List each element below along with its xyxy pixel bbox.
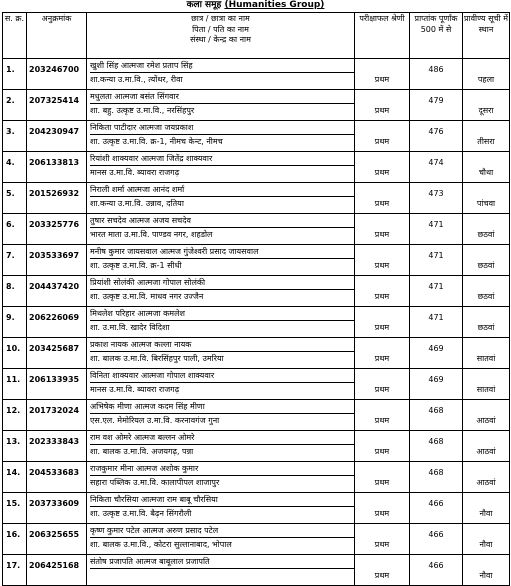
rank-cell: [463, 245, 510, 276]
division-cell: [355, 121, 410, 152]
marks-cell: 466: [410, 524, 463, 555]
division-value: प्रथम: [374, 75, 390, 84]
name-cell: [87, 152, 355, 183]
rank-cell: [463, 524, 510, 555]
school-name: शा. बालक उ.मा.वि. अजयगढ़, पन्ना: [90, 447, 194, 456]
header-name: [87, 13, 355, 59]
table-row: [3, 214, 510, 245]
rank-cell: [463, 400, 510, 431]
rank-cell: [463, 183, 510, 214]
division-value: प्रथम: [374, 323, 390, 332]
student-name: अभिषेक मीणा आत्मज कदम सिंह मीणा: [90, 400, 354, 414]
marks-cell: 476: [410, 121, 463, 152]
roll-number-cell: 206425168: [27, 555, 87, 586]
rank-value: पहला: [477, 75, 495, 84]
division-cell: [355, 59, 410, 90]
serial-cell: 11.: [3, 369, 27, 400]
header-division: परीक्षाफल श्रेणी: [355, 13, 410, 59]
school-name: सहारा पब्लिक उ.मा.वि. कालापीपल शाजापुर: [90, 478, 220, 487]
table-row: [3, 524, 510, 555]
rank-value: नौवा: [479, 540, 493, 549]
rank-cell: [463, 152, 510, 183]
rank-cell: [463, 462, 510, 493]
division-cell: [355, 276, 410, 307]
serial-cell: 17.: [3, 555, 27, 586]
name-cell: [87, 431, 355, 462]
division-cell: [355, 555, 410, 586]
division-value: प्रथम: [374, 199, 390, 208]
serial-cell: 9.: [3, 307, 27, 338]
division-cell: [355, 369, 410, 400]
serial-cell: 1.: [3, 59, 27, 90]
school-name: शा. बालक उ.मा.वि. बिरसिंहपुर पाली, उमरिया: [90, 354, 224, 363]
marks-cell: 466: [410, 493, 463, 524]
student-name: राम वश ओमरे आत्मज बल्लन ओमरे: [90, 431, 354, 445]
name-cell: [87, 493, 355, 524]
table-row: [3, 307, 510, 338]
school-name: शा. बालक उ.मा.वि., कोटरा सुल्तानाबाद, भोपाल: [90, 540, 232, 549]
table-row: [3, 245, 510, 276]
rank-cell: [463, 307, 510, 338]
rank-cell: [463, 214, 510, 245]
marks-cell: 466: [410, 555, 463, 586]
student-name: खुशी सिंह आत्मजा रमेश प्रताप सिंह: [90, 59, 354, 73]
student-name: मधुलता आत्मजा बसंत सिंगवार: [90, 90, 354, 104]
rank-value: नौवा: [479, 571, 493, 580]
header-marks: प्राप्तांक पूर्णांक 500 में से: [410, 13, 463, 59]
division-value: प्रथम: [374, 509, 390, 518]
serial-cell: 14.: [3, 462, 27, 493]
marks-cell: 468: [410, 431, 463, 462]
roll-number-cell: 204533683: [27, 462, 87, 493]
table-header-row: [3, 13, 510, 59]
student-name: प्रियांशी सोलंकी आत्मजा गोपाल सोलंकी: [90, 276, 354, 290]
name-cell: [87, 400, 355, 431]
rank-value: तीसरा: [477, 137, 495, 146]
rank-cell: [463, 121, 510, 152]
rank-cell: [463, 369, 510, 400]
rank-value: नौवा: [479, 509, 493, 518]
table-body: [3, 59, 510, 586]
division-value: प्रथम: [374, 354, 390, 363]
header-roll-number: अनुक्रमांक: [27, 13, 87, 59]
student-name: रियांशी शाक्यवार आत्मजा जितेंद्र शाक्यवार: [90, 152, 354, 166]
division-value: प्रथम: [374, 168, 390, 177]
name-cell: [87, 338, 355, 369]
table-row: [3, 493, 510, 524]
serial-cell: 4.: [3, 152, 27, 183]
marks-cell: 471: [410, 276, 463, 307]
name-cell: [87, 183, 355, 214]
division-cell: [355, 307, 410, 338]
marks-cell: 479: [410, 90, 463, 121]
serial-cell: 13.: [3, 431, 27, 462]
student-name: संतोष प्रजापति आत्मज बाबूलाल प्रजापति: [90, 555, 354, 569]
rank-cell: [463, 431, 510, 462]
rank-cell: [463, 338, 510, 369]
marks-cell: 473: [410, 183, 463, 214]
student-name: मनीष कुमार जायसवाल आत्मज गुंजेश्वरी प्रसाद जायसवाल: [90, 245, 354, 259]
rank-value: पांचवा: [476, 199, 496, 208]
rank-value: आठवां: [476, 478, 496, 487]
division-value: प्रथम: [374, 447, 390, 456]
roll-number-cell: 207325414: [27, 90, 87, 121]
marks-cell: 468: [410, 462, 463, 493]
roll-number-cell: 201526932: [27, 183, 87, 214]
table-row: [3, 276, 510, 307]
table-row: [3, 152, 510, 183]
division-cell: [355, 214, 410, 245]
roll-number-cell: 203533697: [27, 245, 87, 276]
division-value: प्रथम: [374, 385, 390, 394]
division-cell: [355, 431, 410, 462]
name-cell: [87, 276, 355, 307]
rank-value: छठवां: [477, 323, 495, 332]
division-cell: [355, 183, 410, 214]
marks-cell: 474: [410, 152, 463, 183]
table-row: [3, 183, 510, 214]
school-name: शा. उत्कृष्ट उ.मा.वि. क्र-1 सीधी: [90, 261, 182, 270]
page-title: [0, 0, 511, 11]
name-cell: [87, 462, 355, 493]
school-name: शा. उ.मा.वि. खादेर विदिशा: [90, 323, 170, 332]
roll-number-cell: 203425687: [27, 338, 87, 369]
table-row: [3, 121, 510, 152]
student-name: राजकुमार मीना आत्मज अशोक कुमार: [90, 462, 354, 476]
school-name: शा. उत्कृष्ट उ.मा.वि. माधव नगर उज्जैन: [90, 292, 204, 301]
student-name: निकिता चौरसिया आत्मजा राम बाबू चौरसिया: [90, 493, 354, 507]
rank-cell: [463, 276, 510, 307]
rank-value: सातवां: [476, 385, 496, 394]
roll-number-cell: 206133813: [27, 152, 87, 183]
division-cell: [355, 338, 410, 369]
header-rank: प्रावीण्य सूची में स्थान: [463, 13, 510, 59]
rank-cell: [463, 555, 510, 586]
division-value: प्रथम: [374, 571, 390, 580]
header-serial: स. क्र.: [3, 13, 27, 59]
student-name: विनिता शाक्यवार आत्मजा गोपाल शाक्यवार: [90, 369, 354, 383]
table-row: [3, 462, 510, 493]
student-name: मिथलेश परिहार आत्मजा कमलेश: [90, 307, 354, 321]
school-name: शा. उत्कृष्ट उ.मा.वि. क्र-1, नीमच केन्ट, नीमच: [90, 137, 223, 146]
marks-cell: 469: [410, 338, 463, 369]
roll-number-cell: 203325776: [27, 214, 87, 245]
division-value: प्रथम: [374, 106, 390, 115]
rank-value: सातवां: [476, 354, 496, 363]
marks-cell: 469: [410, 369, 463, 400]
serial-cell: 5.: [3, 183, 27, 214]
rank-cell: [463, 493, 510, 524]
division-value: प्रथम: [374, 230, 390, 239]
marks-cell: 468: [410, 400, 463, 431]
roll-number-cell: 206226069: [27, 307, 87, 338]
group-subtitle: (Humanities Group): [224, 0, 325, 10]
roll-number-cell: 203246700: [27, 59, 87, 90]
name-cell: [87, 214, 355, 245]
division-cell: [355, 524, 410, 555]
student-name: निकिता पाटीदार आत्मजा जयप्रकाश: [90, 121, 354, 135]
serial-cell: 6.: [3, 214, 27, 245]
serial-cell: 12.: [3, 400, 27, 431]
rank-value: दूसरा: [478, 106, 494, 115]
marks-cell: 486: [410, 59, 463, 90]
school-name: एस.एल. मेमोरियल उ.मा.वि. करनावगंज गुना: [90, 416, 220, 425]
table-row: [3, 90, 510, 121]
table-row: [3, 369, 510, 400]
rank-value: आठवां: [476, 416, 496, 425]
marks-cell: 471: [410, 214, 463, 245]
table-row: [3, 400, 510, 431]
serial-cell: 16.: [3, 524, 27, 555]
table-row: [3, 338, 510, 369]
marks-cell: 471: [410, 307, 463, 338]
serial-cell: 2.: [3, 90, 27, 121]
roll-number-cell: 201732024: [27, 400, 87, 431]
school-name: शा.कन्या उ.मा.वि., त्योंथर, रीवा: [90, 75, 183, 84]
division-cell: [355, 245, 410, 276]
school-name: शा.कन्या उ.मा.वि. उन्नाव, दतिया: [90, 199, 184, 208]
division-value: प्रथम: [374, 137, 390, 146]
school-name: शा. बहु. उत्कृष्ट उ.मा.वि., नरसिंहपुर: [90, 106, 195, 115]
division-value: प्रथम: [374, 292, 390, 301]
name-cell: [87, 121, 355, 152]
name-cell: [87, 555, 355, 586]
marks-cell: 471: [410, 245, 463, 276]
group-title: कला समूह: [186, 0, 222, 10]
serial-cell: 15.: [3, 493, 27, 524]
student-name: तुषार सचदेव आत्मज अजय सचदेव: [90, 214, 354, 228]
name-cell: [87, 307, 355, 338]
serial-cell: 10.: [3, 338, 27, 369]
school-name: शा. उत्कृष्ट उ.मा.वि. बैढ़न सिंगरौली: [90, 509, 192, 518]
division-cell: [355, 152, 410, 183]
division-value: प्रथम: [374, 478, 390, 487]
serial-cell: 7.: [3, 245, 27, 276]
roll-number-cell: 204437420: [27, 276, 87, 307]
division-cell: [355, 400, 410, 431]
rank-cell: [463, 59, 510, 90]
division-cell: [355, 90, 410, 121]
student-name: निराली शर्मा आत्मजा आनंद शर्मा: [90, 183, 354, 197]
roll-number-cell: 206133935: [27, 369, 87, 400]
table-row: [3, 431, 510, 462]
serial-cell: 8.: [3, 276, 27, 307]
name-cell: [87, 369, 355, 400]
school-name: भारत माता उ.मा.वि. पाण्डव नगर, शहडोल: [90, 230, 213, 239]
student-name: प्रकाश नायक आत्मज कल्ला नायक: [90, 338, 354, 352]
division-cell: [355, 493, 410, 524]
division-value: प्रथम: [374, 261, 390, 270]
rank-value: चौथा: [478, 168, 494, 177]
roll-number-cell: 204230947: [27, 121, 87, 152]
serial-cell: 3.: [3, 121, 27, 152]
rank-value: छठवां: [477, 292, 495, 301]
rank-value: छठवां: [477, 230, 495, 239]
division-value: प्रथम: [374, 416, 390, 425]
table-row: [3, 555, 510, 586]
division-value: प्रथम: [374, 540, 390, 549]
name-cell: [87, 59, 355, 90]
table-row: [3, 59, 510, 90]
roll-number-cell: 203733609: [27, 493, 87, 524]
header-name-line3: संस्था / केन्द्र का नाम: [190, 35, 251, 44]
rank-value: आठवां: [476, 447, 496, 456]
name-cell: [87, 524, 355, 555]
header-name-line1: छात्र / छात्रा का नाम: [191, 14, 250, 23]
name-cell: [87, 245, 355, 276]
header-name-line2: पिता / पति का नाम: [192, 24, 249, 34]
division-cell: [355, 462, 410, 493]
school-name: मानस उ.मा.वि. ब्यावरा राजगढ़: [90, 168, 180, 177]
roll-number-cell: 202333843: [27, 431, 87, 462]
roll-number-cell: 206325655: [27, 524, 87, 555]
school-name: मानस उ.मा.वि. ब्यावरा राजगढ़: [90, 385, 180, 394]
student-name: कृष्ण कुमार पटेल आत्मज अरुण प्रसाद पटेल: [90, 524, 354, 538]
rank-value: छठवां: [477, 261, 495, 270]
name-cell: [87, 90, 355, 121]
merit-list-table: [2, 12, 510, 586]
rank-cell: [463, 90, 510, 121]
